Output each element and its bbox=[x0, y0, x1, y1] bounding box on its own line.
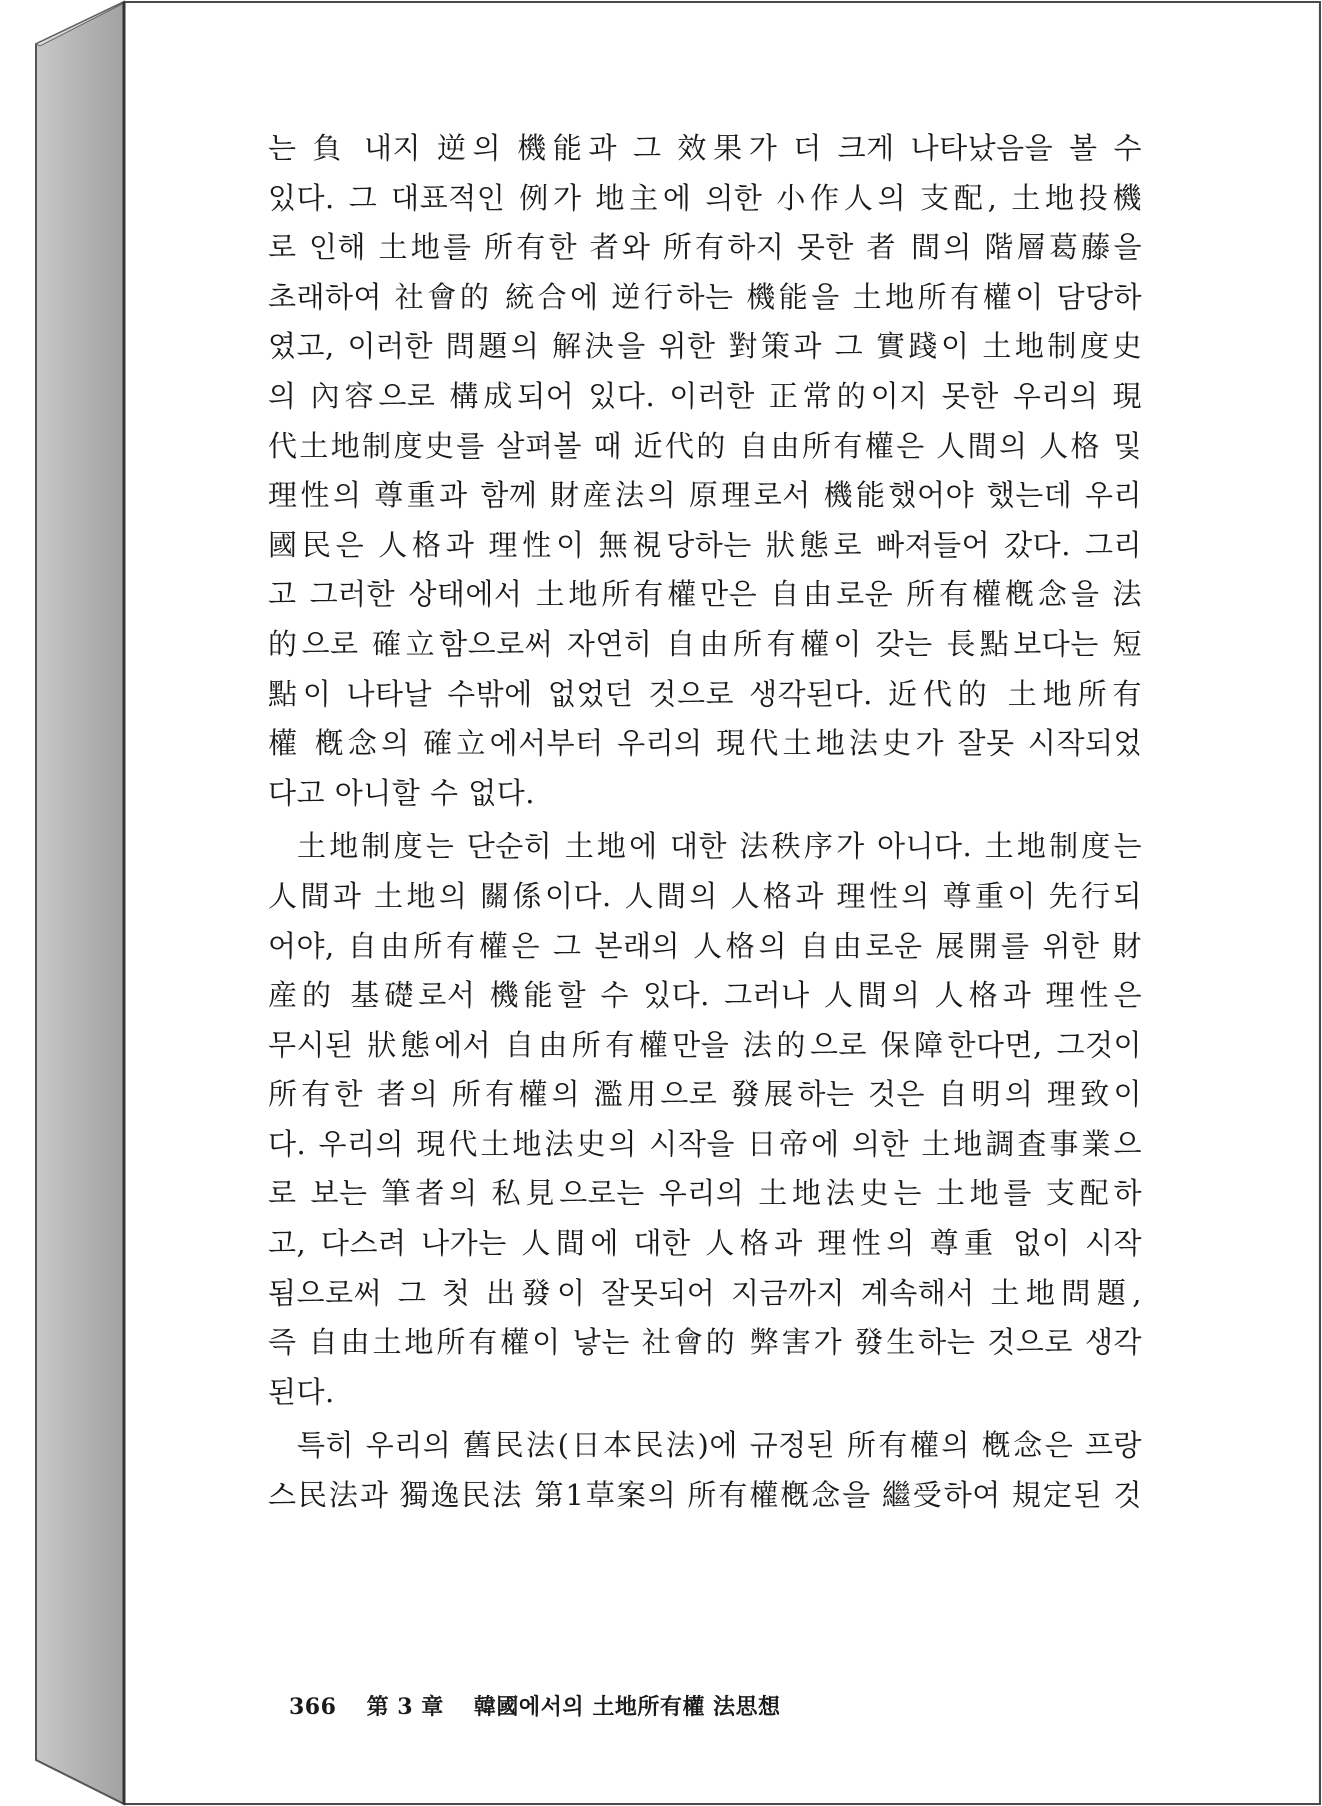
text-line: 어야, 自由所有權은 그 본래의 人格의 自由로운 展開를 위한 財 bbox=[268, 928, 1142, 963]
text-line: 的으로 確立함으로써 자연히 自由所有權이 갖는 長點보다는 短 bbox=[268, 626, 1142, 661]
text-line: 人間과 土地의 關係이다. 人間의 人格과 理性의 尊重이 先行되 bbox=[268, 878, 1142, 913]
text-line: 다고 아니할 수 없다. bbox=[268, 775, 535, 810]
text-line: 무시된 狀態에서 自由所有權만을 法的으로 保障한다면, 그것이 bbox=[268, 1027, 1142, 1062]
text-line: 됨으로써 그 첫 出發이 잘못되어 지금까지 계속해서 土地問題, bbox=[268, 1275, 1142, 1310]
text-line: 의 內容으로 構成되어 있다. 이러한 正常的이지 못한 우리의 現 bbox=[268, 378, 1142, 413]
chapter-label: 第 3 章 bbox=[366, 1694, 444, 1720]
page bbox=[128, 4, 1318, 1802]
text-line: 로 인해 土地를 所有한 者와 所有하지 못한 者 間의 階層葛藤을 bbox=[268, 230, 1142, 265]
running-footer bbox=[289, 1690, 803, 1721]
text-line: 權 槪念의 確立에서부터 우리의 現代土地法史가 잘못 시작되었 bbox=[268, 726, 1142, 761]
paragraph bbox=[268, 1421, 1142, 1520]
text-line: 다. 우리의 現代土地法史의 시작을 日帝에 의한 土地調査事業으 bbox=[268, 1126, 1142, 1161]
text-line: 고 그러한 상태에서 土地所有權만은 自由로운 所有權槪念을 法 bbox=[268, 577, 1142, 612]
text-line: 所有한 者의 所有權의 濫用으로 發展하는 것은 自明의 理致이 bbox=[268, 1077, 1142, 1112]
text-line: 고, 다스려 나가는 人間에 대한 人格과 理性의 尊重 없이 시작 bbox=[268, 1226, 1142, 1261]
text-line: 로 보는 筆者의 私見으로는 우리의 土地法史는 土地를 支配하 bbox=[268, 1176, 1142, 1211]
text-line: 理性의 尊重과 함께 財産法의 原理로서 機能했어야 했는데 우리 bbox=[268, 478, 1142, 513]
chapter-title: 韓國에서의 土地所有權 法思想 bbox=[473, 1694, 781, 1720]
text-line: 스民法과 獨逸民法 第1草案의 所有權槪念을 繼受하여 規定된 것 bbox=[268, 1478, 1142, 1513]
text-line: 즉 自由土地所有權이 낳는 社會的 弊害가 發生하는 것으로 생각 bbox=[268, 1325, 1142, 1360]
text-line: 였고, 이러한 問題의 解決을 위한 對策과 그 實踐이 土地制度史 bbox=[268, 329, 1142, 364]
text-line: 된다. bbox=[268, 1374, 335, 1409]
text-line: 土地制度는 단순히 土地에 대한 法秩序가 아니다. 土地制度는 bbox=[297, 829, 1142, 864]
text-line: 있다. 그 대표적인 例가 地主에 의한 小作人의 支配, 土地投機 bbox=[268, 180, 1142, 215]
book-spine bbox=[36, 2, 124, 1804]
page-number: 366 bbox=[289, 1694, 337, 1720]
text-line: 는 負 내지 逆의 機能과 그 效果가 더 크게 나타났음을 볼 수 bbox=[268, 131, 1142, 165]
text-line: 代土地制度史를 살펴볼 때 近代的 自由所有權은 人間의 人格 및 bbox=[268, 428, 1142, 463]
paragraph bbox=[268, 822, 1142, 1417]
text-line: 産的 基礎로서 機能할 수 있다. 그러나 人間의 人格과 理性은 bbox=[268, 978, 1142, 1013]
text-line: 초래하여 社會的 統合에 逆行하는 機能을 土地所有權이 담당하 bbox=[268, 279, 1142, 314]
text-line: 특히 우리의 舊民法(日本民法)에 규정된 所有權의 槪念은 프랑 bbox=[297, 1428, 1142, 1463]
text-line: 點이 나타날 수밖에 없었던 것으로 생각된다. 近代的 土地所有 bbox=[268, 676, 1142, 711]
text-line: 國民은 人格과 理性이 無視당하는 狀態로 빠져들어 갔다. 그리 bbox=[268, 527, 1142, 562]
body-text bbox=[268, 124, 1142, 1521]
paragraph bbox=[268, 124, 1142, 818]
